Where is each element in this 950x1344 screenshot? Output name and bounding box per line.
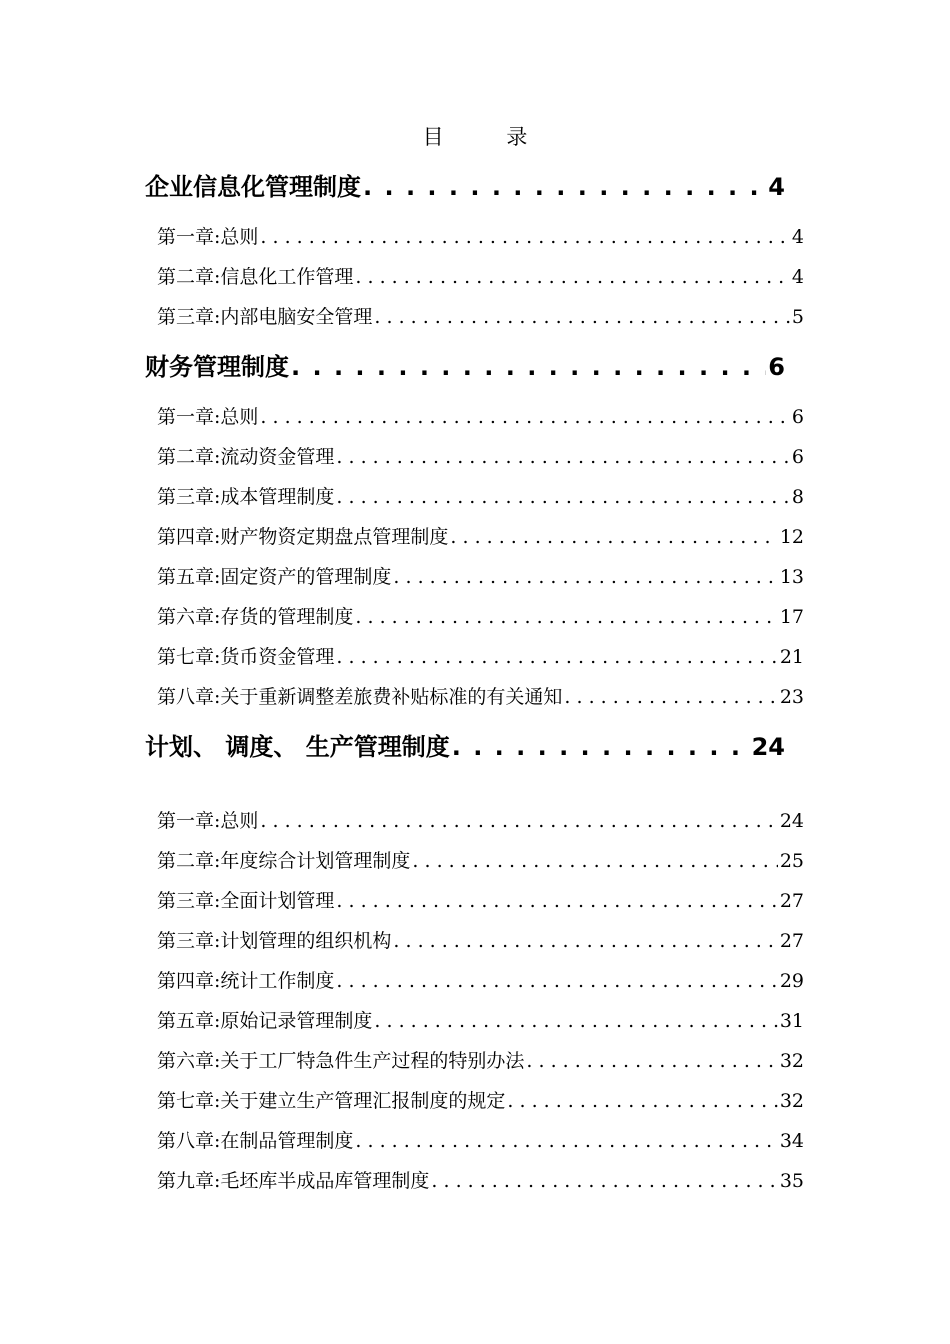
toc-chapter-entry[interactable] xyxy=(157,1088,804,1114)
toc-section-entry[interactable] xyxy=(145,172,785,202)
dot-leader xyxy=(452,732,750,762)
toc-chapter-entry[interactable] xyxy=(157,564,804,590)
chapter-title: 第二章:信息化工作管理 xyxy=(157,266,354,288)
dot-leader xyxy=(374,1008,777,1034)
chapter-title: 第五章:固定资产的管理制度 xyxy=(157,566,392,588)
chapter-title: 第三章:内部电脑安全管理 xyxy=(157,306,373,328)
chapter-title: 第六章:关于工厂特急件生产过程的特别办法 xyxy=(157,1050,525,1072)
page-number: 13 xyxy=(779,566,804,588)
dot-leader xyxy=(363,172,766,202)
toc-chapter-entry[interactable] xyxy=(157,888,804,914)
chapter-title: 第三章:计划管理的组织机构 xyxy=(157,930,392,952)
toc-section-entry[interactable] xyxy=(145,352,785,382)
page-number: 34 xyxy=(779,1130,804,1152)
page-number: 6 xyxy=(791,446,804,468)
toc-chapter-entry[interactable] xyxy=(157,848,804,874)
dot-leader xyxy=(526,1048,777,1074)
page-number: 29 xyxy=(779,970,804,992)
chapter-title: 第三章:成本管理制度 xyxy=(157,486,335,508)
chapter-title: 第一章:总则 xyxy=(157,810,259,832)
toc-chapter-entry[interactable] xyxy=(157,1128,804,1154)
toc-chapter-entry[interactable] xyxy=(157,1168,804,1194)
dot-leader xyxy=(355,1128,777,1154)
toc-chapter-entry[interactable] xyxy=(157,484,804,510)
page-number: 27 xyxy=(779,930,804,952)
page-number: 4 xyxy=(791,266,804,288)
dot-leader xyxy=(393,928,777,954)
chapter-title: 第二章:年度综合计划管理制度 xyxy=(157,850,411,872)
dot-leader xyxy=(336,888,777,914)
chapter-title: 第八章:关于重新调整差旅费补贴标准的有关通知 xyxy=(157,686,563,708)
dot-leader xyxy=(507,1088,777,1114)
page-number: 4 xyxy=(768,173,785,201)
dot-leader xyxy=(336,444,790,470)
page-number: 32 xyxy=(779,1050,804,1072)
chapter-title: 第四章:财产物资定期盘点管理制度 xyxy=(157,526,449,548)
dot-leader xyxy=(336,968,777,994)
page-number: 24 xyxy=(751,733,785,761)
page-number: 6 xyxy=(768,353,785,381)
chapter-title: 第一章:总则 xyxy=(157,406,259,428)
page-number: 31 xyxy=(779,1010,804,1032)
page-number: 25 xyxy=(779,850,804,872)
page-number: 17 xyxy=(779,606,804,628)
chapter-title: 第八章:在制品管理制度 xyxy=(157,1130,354,1152)
toc-chapter-entry[interactable] xyxy=(157,1048,804,1074)
chapter-title: 第五章:原始记录管理制度 xyxy=(157,1010,373,1032)
dot-leader xyxy=(336,484,790,510)
toc-chapter-entry[interactable] xyxy=(157,264,804,290)
chapter-title: 第三章:全面计划管理 xyxy=(157,890,335,912)
page-number: 27 xyxy=(779,890,804,912)
toc-chapter-entry[interactable] xyxy=(157,1008,804,1034)
dot-leader xyxy=(260,404,790,430)
page-number: 6 xyxy=(791,406,804,428)
page-number: 32 xyxy=(779,1090,804,1112)
dot-leader xyxy=(291,352,766,382)
section-title: 企业信息化管理制度 xyxy=(145,173,361,201)
dot-leader xyxy=(260,224,790,250)
toc-chapter-entry[interactable] xyxy=(157,604,804,630)
toc-chapter-entry[interactable] xyxy=(157,224,804,250)
dot-leader xyxy=(260,808,777,834)
dot-leader xyxy=(355,604,777,630)
chapter-title: 第九章:毛坯库半成品库管理制度 xyxy=(157,1170,430,1192)
page-title: 目 录 xyxy=(422,125,556,149)
toc-chapter-entry[interactable] xyxy=(157,644,804,670)
page-number: 8 xyxy=(791,486,804,508)
page-number: 21 xyxy=(779,646,804,668)
chapter-title: 第七章:关于建立生产管理汇报制度的规定 xyxy=(157,1090,506,1112)
toc-chapter-entry[interactable] xyxy=(157,968,804,994)
dot-leader xyxy=(393,564,777,590)
chapter-title: 第六章:存货的管理制度 xyxy=(157,606,354,628)
dot-leader xyxy=(336,644,777,670)
chapter-title: 第七章:货币资金管理 xyxy=(157,646,335,668)
dot-leader xyxy=(355,264,790,290)
dot-leader xyxy=(564,684,777,710)
toc-chapter-entry[interactable] xyxy=(157,444,804,470)
toc-section-entry[interactable] xyxy=(145,732,785,762)
chapter-title: 第二章:流动资金管理 xyxy=(157,446,335,468)
toc-chapter-entry[interactable] xyxy=(157,304,804,330)
dot-leader xyxy=(412,848,777,874)
dot-leader xyxy=(374,304,790,330)
toc-chapter-entry[interactable] xyxy=(157,928,804,954)
dot-leader xyxy=(450,524,777,550)
page-number: 5 xyxy=(791,306,804,328)
toc-chapter-entry[interactable] xyxy=(157,524,804,550)
chapter-title: 第一章:总则 xyxy=(157,226,259,248)
page-number: 12 xyxy=(779,526,804,548)
section-title: 财务管理制度 xyxy=(145,353,289,381)
page-number: 4 xyxy=(791,226,804,248)
toc-chapter-entry[interactable] xyxy=(157,684,804,710)
page-number: 24 xyxy=(779,810,804,832)
page-number: 35 xyxy=(779,1170,804,1192)
dot-leader xyxy=(431,1168,777,1194)
toc-chapter-entry[interactable] xyxy=(157,404,804,430)
chapter-title: 第四章:统计工作制度 xyxy=(157,970,335,992)
section-title: 计划、 调度、 生产管理制度 xyxy=(145,733,450,761)
page-number: 23 xyxy=(779,686,804,708)
toc-chapter-entry[interactable] xyxy=(157,808,804,834)
